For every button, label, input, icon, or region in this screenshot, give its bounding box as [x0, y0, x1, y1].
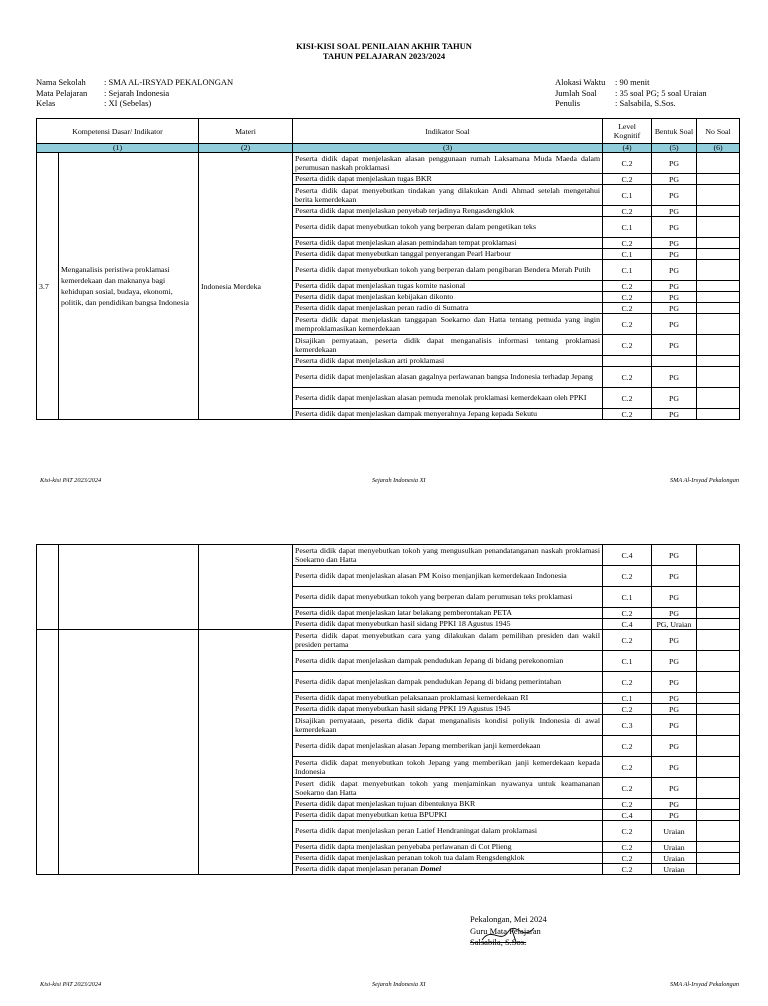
bentuk-cell: Uraian — [652, 853, 697, 864]
bentuk-cell: PG — [652, 736, 697, 757]
indikator-cell: Peserta didik dapat menyebutkan tokoh yang berperan dalam pengibaran Bendera Merah Putih — [293, 260, 603, 281]
bentuk-cell: PG — [652, 810, 697, 821]
level-cell: C.2 — [603, 672, 652, 693]
bentuk-cell: PG — [652, 608, 697, 619]
no-soal-cell — [697, 715, 740, 736]
level-cell: C.2 — [603, 388, 652, 409]
no-soal-cell — [697, 619, 740, 630]
no-soal-cell — [697, 335, 740, 356]
level-cell: C.2 — [603, 842, 652, 853]
no-soal-cell — [697, 206, 740, 217]
bentuk-cell: PG — [652, 409, 697, 420]
indikator-cell: Peserta didik dapat menjelaskan arti proklamasi — [293, 356, 603, 367]
indikator-cell: Disajikan pernyataan, peserta didik dapat menganalisis kondisi poliyik Indonesia di awal kemerdekaan — [293, 715, 603, 736]
no-soal-cell — [697, 185, 740, 206]
document-title — [0, 41, 768, 61]
kisi-kisi-table-page-2 — [36, 544, 740, 875]
level-cell: C.2 — [603, 704, 652, 715]
level-cell: C.2 — [603, 206, 652, 217]
level-cell: C.4 — [603, 545, 652, 566]
info-value: : XI (Sebelas) — [104, 98, 152, 108]
indikator-cell: Pesert didik dapat menyebutkan tokoh yang menjaminkan nyawanya untuk keamananan Soekarno dan Hatta — [293, 778, 603, 799]
info-label: Kelas — [36, 98, 56, 108]
no-soal-cell — [697, 651, 740, 672]
no-soal-cell — [697, 799, 740, 810]
no-soal-cell — [697, 388, 740, 409]
no-soal-cell — [697, 292, 740, 303]
bentuk-cell: PG — [652, 303, 697, 314]
bentuk-cell: PG — [652, 367, 697, 388]
level-cell: C.2 — [603, 821, 652, 842]
level-cell: C.1 — [603, 249, 652, 260]
bentuk-cell: Uraian — [652, 821, 697, 842]
bentuk-cell: PG — [652, 260, 697, 281]
bentuk-cell: PG — [652, 174, 697, 185]
no-soal-cell — [697, 864, 740, 875]
header-no: No Soal — [697, 119, 740, 144]
indikator-cell: Peserta didik dapat menjelaskan alasan pemindahan tempat proklamasi — [293, 238, 603, 249]
kd-number-cell — [37, 545, 59, 630]
bentuk-cell: PG — [652, 778, 697, 799]
info-row — [555, 77, 707, 88]
info-label: Jumlah Soal — [555, 87, 597, 98]
bentuk-cell: PG — [652, 630, 697, 651]
footer-center: Sejarah Indonesia XI — [372, 477, 426, 484]
header-kd: Kompetensi Dasar/ Indikator — [37, 119, 199, 144]
signature-name: Salsabila, S.Sos. — [470, 937, 527, 947]
level-cell: C.2 — [603, 292, 652, 303]
no-soal-cell — [697, 303, 740, 314]
bentuk-cell: Uraian — [652, 842, 697, 853]
col-number-1: (1) — [37, 144, 199, 153]
kd-text-cell — [59, 630, 199, 875]
indikator-cell: Peserta didik dapat menjelaskan tujuan dibentuknya BKR — [293, 799, 603, 810]
footer-center: Sejarah Indonesia XI — [372, 981, 426, 988]
bentuk-cell: PG — [652, 238, 697, 249]
bentuk-cell: PG — [652, 704, 697, 715]
bentuk-cell: PG — [652, 335, 697, 356]
indikator-cell: Peserta didik dapat menjelaskan alasan PM Koiso menjanjikan kemerdekaan Indonesia — [293, 566, 603, 587]
kd-number-cell — [37, 630, 59, 875]
signature-place-date: Pekalongan, Mei 2024 — [470, 914, 547, 924]
bentuk-cell: PG — [652, 217, 697, 238]
level-cell: C.1 — [603, 651, 652, 672]
materi-cell — [199, 545, 293, 630]
indikator-cell: Peserta didik dapat menyebutkan hasil sidang PPKI 18 Agustus 1945 — [293, 619, 603, 630]
footer-right: SMA Al-Irsyad Pekalongan — [669, 981, 739, 988]
no-soal-cell — [697, 153, 740, 174]
indikator-cell: Peserta didik dapat menyebutkan tokoh yang mengusulkan penandatanganan naskah proklamasi Soekarno dan Hatta — [293, 545, 603, 566]
info-value: : Salsabila, S.Sos. — [615, 98, 676, 108]
level-cell: C.4 — [603, 810, 652, 821]
info-row — [555, 88, 707, 99]
header-level: Level Kognitif — [603, 119, 652, 144]
indikator-cell: Peserta didik dapat menjelaskan latar belakang pemberontakan PETA — [293, 608, 603, 619]
indikator-cell: Peserta didik dapat menjelaskan alasan pemuda menolak proklamasi kemerdekaan oleh PPKI — [293, 388, 603, 409]
handwritten-signature — [478, 924, 538, 946]
no-soal-cell — [697, 566, 740, 587]
signature-name-row — [470, 937, 547, 949]
kd-text-cell: Menganalisis peristiwa proklamasi kemerdekaan dan maknanya bagi kehidupan sosial, budaya, ekonomi, politik, dan pendidikan bangsa Indonesia — [59, 153, 199, 420]
bentuk-cell: PG — [652, 388, 697, 409]
no-soal-cell — [697, 821, 740, 842]
signature-block — [470, 914, 547, 949]
indikator-cell: Peserta didik dapat menjelaskan peranan tokoh tua dalam Rengsdengklok — [293, 853, 603, 864]
col-number-4: (4) — [603, 144, 652, 153]
no-soal-cell — [697, 367, 740, 388]
info-right — [555, 77, 707, 109]
col-number-2: (2) — [199, 144, 293, 153]
indikator-cell: Peserta didik dapat menjelaskan penyebab terjadinya Rengasdengklok — [293, 206, 603, 217]
level-cell: C.1 — [603, 260, 652, 281]
info-label: Mata Pelajaran — [36, 87, 88, 98]
bentuk-cell: PG — [652, 566, 697, 587]
indikator-cell: Peserta didik dapat menjelaskan peran radio di Sumatra — [293, 303, 603, 314]
bentuk-cell: PG — [652, 314, 697, 335]
info-label: Nama Sekolah — [36, 77, 86, 87]
signature-role: Guru Mata Pelajaran — [470, 925, 541, 936]
level-cell: C.2 — [603, 238, 652, 249]
level-cell: C.2 — [603, 174, 652, 185]
no-soal-cell — [697, 238, 740, 249]
level-cell: C.1 — [603, 587, 652, 608]
bentuk-cell: PG, Uraian — [652, 619, 697, 630]
level-cell: C.4 — [603, 619, 652, 630]
info-value: : Sejarah Indonesia — [104, 87, 170, 98]
level-cell: C.2 — [603, 736, 652, 757]
table-row — [37, 545, 740, 566]
bentuk-cell: PG — [652, 281, 697, 292]
no-soal-cell — [697, 249, 740, 260]
indikator-cell: Peserta didik dapat menjelaskan peran Latief Hendraningat dalam proklamasi — [293, 821, 603, 842]
no-soal-cell — [697, 757, 740, 778]
no-soal-cell — [697, 545, 740, 566]
footer-left: Kisi-kisi PAT 2023/2024 — [40, 981, 102, 988]
info-row — [36, 88, 233, 99]
level-cell: C.2 — [603, 367, 652, 388]
bentuk-cell: PG — [652, 292, 697, 303]
level-cell: C.1 — [603, 185, 652, 206]
indikator-cell: Peserta didik dapat menyebutkan cara yang dilakukan dalam pemilihan presiden dan wakil presiden pertama — [293, 630, 603, 651]
bentuk-cell: PG — [652, 693, 697, 704]
no-soal-cell — [697, 314, 740, 335]
indikator-cell: Peserta didik dapat menjelasan peranan Domei — [293, 864, 603, 875]
indikator-cell: Peserta didik dapat menjelaskan alasan gagalnya perlawanan bangsa Indonesia terhadap Jepang — [293, 367, 603, 388]
indikator-cell: Peserta didik dapat menjelaskan dampak pendudukan Jepang di bidang pemerintahan — [293, 672, 603, 693]
col-number-6: (6) — [697, 144, 740, 153]
info-row — [555, 98, 707, 109]
indikator-cell: Peserta didik dapat menjelaskan tanggapan Soekarno dan Hatta tentang pemuda yang ingin memproklamasikan kemerdekaan — [293, 314, 603, 335]
level-cell: C.2 — [603, 335, 652, 356]
indikator-cell: Peserta didik dapat menjelaskan dampak pendudukan Jepang di bidang perekonomian — [293, 651, 603, 672]
bentuk-cell: PG — [652, 206, 697, 217]
header-materi: Materi — [199, 119, 293, 144]
level-cell: C.2 — [603, 608, 652, 619]
indikator-cell: Peserta didik dapat menyebutkan ketua BPUPKI — [293, 810, 603, 821]
level-cell: C.2 — [603, 853, 652, 864]
bentuk-cell: PG — [652, 249, 697, 260]
footer-right: SMA Al-Irsyad Pekalongan — [669, 477, 739, 484]
info-value: : 35 soal PG; 5 soal Uraian — [615, 87, 707, 98]
no-soal-cell — [697, 853, 740, 864]
materi-cell — [199, 630, 293, 875]
no-soal-cell — [697, 608, 740, 619]
indikator-cell: Peserta didik dapat menyebutkan tindakan yang dilakukan Andi Ahmad setelah mengetahui berita kemerdekaan — [293, 185, 603, 206]
level-cell: C.2 — [603, 757, 652, 778]
no-soal-cell — [697, 174, 740, 185]
header-indikator: Indikator Soal — [293, 119, 603, 144]
bentuk-cell: Uraian — [652, 864, 697, 875]
no-soal-cell — [697, 693, 740, 704]
col-number-3: (3) — [293, 144, 603, 153]
bentuk-cell: PG — [652, 757, 697, 778]
no-soal-cell — [697, 736, 740, 757]
header-bentuk: Bentuk Soal — [652, 119, 697, 144]
level-cell: C.1 — [603, 217, 652, 238]
no-soal-cell — [697, 778, 740, 799]
level-cell: C.2 — [603, 778, 652, 799]
level-cell: C.2 — [603, 153, 652, 174]
footer-left: Kisi-kisi PAT 2023/2024 — [40, 477, 102, 484]
no-soal-cell — [697, 630, 740, 651]
bentuk-cell — [652, 356, 697, 367]
indikator-cell: Peserta didik dapat menjelaskan tugas BKR — [293, 174, 603, 185]
no-soal-cell — [697, 842, 740, 853]
level-cell: C.2 — [603, 303, 652, 314]
no-soal-cell — [697, 672, 740, 693]
level-cell: C.2 — [603, 314, 652, 335]
level-cell: C.3 — [603, 715, 652, 736]
indikator-cell: Peserta didik dapat menjelaskan alasan Jepang memberikan janji kemerdekaan — [293, 736, 603, 757]
indikator-cell: Peserta didik dapat menjelaskan alasan penggunaan rumah Laksamana Muda Maeda dalam perumusan naskah proklamasi — [293, 153, 603, 174]
indikator-cell: Peserta didik dapat menyebutkan hasil sidang PPKI 19 Agustus 1945 — [293, 704, 603, 715]
no-soal-cell — [697, 704, 740, 715]
indikator-cell: Peserta didik dapat menyebutkan tanggal penyerangan Pearl Harbour — [293, 249, 603, 260]
materi-cell: Indonesia Merdeka — [199, 153, 293, 420]
no-soal-cell — [697, 587, 740, 608]
indikator-cell: Peserta didik dapta menjelaskan penyebaba perlawanan di Cot Plieng — [293, 842, 603, 853]
title-line-1: KISI-KISI SOAL PENILAIAN AKHIR TAHUN — [296, 41, 472, 51]
indikator-cell: Peserta didik dapat menyebutkan pelaksanaan proklamasi kemerdekaan RI — [293, 693, 603, 704]
indikator-cell: Peserta didik dapat menjelaskan dampak menyerahnya Jepang kepada Sekutu — [293, 409, 603, 420]
level-cell: C.1 — [603, 693, 652, 704]
info-row — [36, 77, 233, 88]
no-soal-cell — [697, 810, 740, 821]
table-row — [37, 153, 740, 174]
info-label: Alokasi Waktu — [555, 77, 606, 87]
indikator-cell: Peserta didik dapat menjelaskan kebijakan dikonto — [293, 292, 603, 303]
level-cell: C.2 — [603, 566, 652, 587]
level-cell — [603, 356, 652, 367]
bentuk-cell: PG — [652, 715, 697, 736]
kd-number-cell: 3.7 — [37, 153, 59, 420]
no-soal-cell — [697, 356, 740, 367]
info-value: : SMA AL-IRSYAD PEKALONGAN — [104, 77, 234, 87]
level-cell: C.2 — [603, 409, 652, 420]
table-row — [37, 630, 740, 651]
indikator-cell: Peserta didik dapat menjelaskan tugas komite nasional — [293, 281, 603, 292]
no-soal-cell — [697, 217, 740, 238]
level-cell: C.2 — [603, 799, 652, 810]
bentuk-cell: PG — [652, 185, 697, 206]
kd-text-cell — [59, 545, 199, 630]
level-cell: C.2 — [603, 864, 652, 875]
indikator-cell: Peserta didik dapat menyebutkan tokoh Jepang yang memberikan janji kemerdekaan kepada Indonesia — [293, 757, 603, 778]
bentuk-cell: PG — [652, 545, 697, 566]
no-soal-cell — [697, 260, 740, 281]
kisi-kisi-table-page-1 — [36, 118, 740, 420]
bentuk-cell: PG — [652, 587, 697, 608]
bentuk-cell: PG — [652, 672, 697, 693]
title-line-2: TAHUN PELAJARAN 2023/2024 — [322, 51, 446, 61]
info-row — [36, 98, 233, 109]
info-left — [36, 77, 233, 109]
indikator-cell: Disajikan pernyataan, peserta didik dapat menganalisis informasi tentang proklamasi kemerdekaan — [293, 335, 603, 356]
info-value: : 90 menit — [615, 77, 650, 87]
no-soal-cell — [697, 409, 740, 420]
indikator-cell: Peserta didik dapat menyebutkan tokoh yang berperan dalam perumusan teks proklamasi — [293, 587, 603, 608]
bentuk-cell: PG — [652, 651, 697, 672]
bentuk-cell: PG — [652, 153, 697, 174]
info-label: Penulis — [555, 98, 581, 108]
no-soal-cell — [697, 281, 740, 292]
indikator-cell: Peserta didik dapat menyebutkan tokoh yang berperan dalam pengetikan teks — [293, 217, 603, 238]
col-number-5: (5) — [652, 144, 697, 153]
level-cell: C.2 — [603, 630, 652, 651]
level-cell: C.2 — [603, 281, 652, 292]
bentuk-cell: PG — [652, 799, 697, 810]
